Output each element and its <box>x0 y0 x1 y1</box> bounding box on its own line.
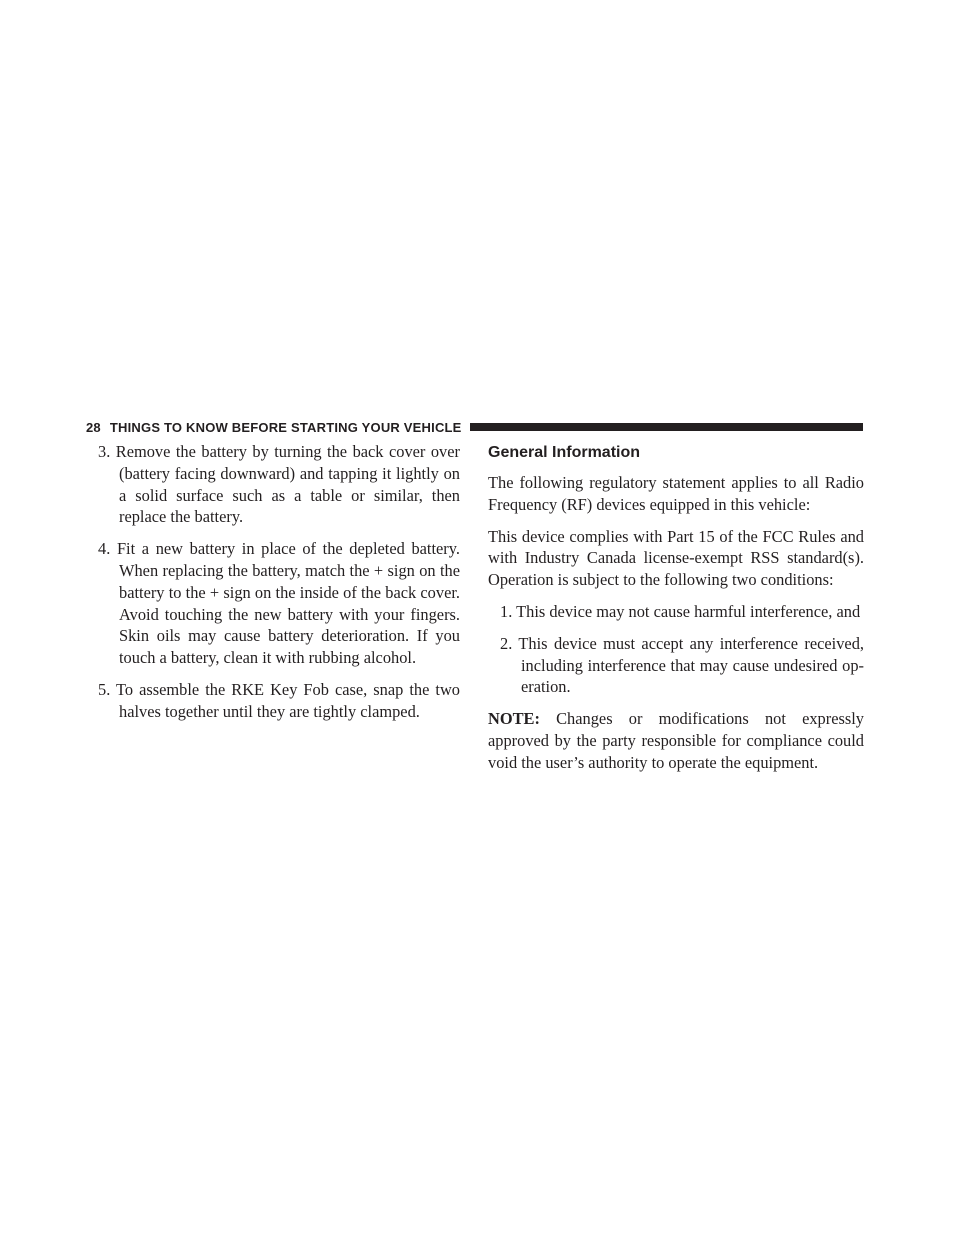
right-column <box>488 441 864 784</box>
page-header <box>86 418 863 436</box>
item-number: 2. <box>500 633 513 653</box>
list-item <box>86 679 460 723</box>
list-item <box>488 633 864 698</box>
item-text: This device must accept any interference received, including interference that may cause undesired op-eration. <box>518 633 865 697</box>
list-item <box>86 538 460 669</box>
note-paragraph <box>488 708 864 773</box>
note-text: Changes or modifications not expressly approved by the party responsible for compliance could void the user’s authority to operate the equipment. <box>488 709 864 772</box>
item-number: 4. <box>98 539 111 559</box>
note-label: NOTE: <box>488 709 540 729</box>
item-text: This device may not cause harmful interference, and <box>516 601 861 621</box>
item-number: 5. <box>98 679 111 699</box>
item-number: 3. <box>98 442 111 461</box>
item-number: 1. <box>500 601 513 621</box>
list-item <box>86 441 460 528</box>
section-title: THINGS TO KNOW BEFORE STARTING YOUR VEHICLE <box>109 419 462 435</box>
compliance-paragraph: This device complies with Part 15 of the FCC Rules and with Industry Canada license-exempt RSS standard(s). Operation is subject to the following two conditions: <box>488 526 864 590</box>
section-heading: General Information <box>488 444 641 461</box>
intro-paragraph: The following regulatory statement applies to all Radio Frequency (RF) devices equipped in this vehicle: <box>488 473 864 514</box>
header-rule <box>470 423 863 431</box>
item-text: Remove the battery by turning the back cover over (battery facing downward) and tapping it lightly on a solid surface such as a table or similar, then replace the battery. <box>115 442 460 527</box>
page-number: 28 <box>86 419 101 435</box>
left-column <box>86 441 460 733</box>
list-item <box>488 601 864 623</box>
item-text: To assemble the RKE Key Fob case, snap the two halves together until they are tightly clamped. <box>116 679 460 721</box>
item-text: Fit a new battery in place of the depleted battery. When replacing the battery, match the + sign on the battery to the + sign on the inside of the back cover. Avoid touching the new battery with your fingers. Skin oils may cause battery deterioration. If you touch a battery, clean it with rubbing alcohol. <box>116 539 460 668</box>
